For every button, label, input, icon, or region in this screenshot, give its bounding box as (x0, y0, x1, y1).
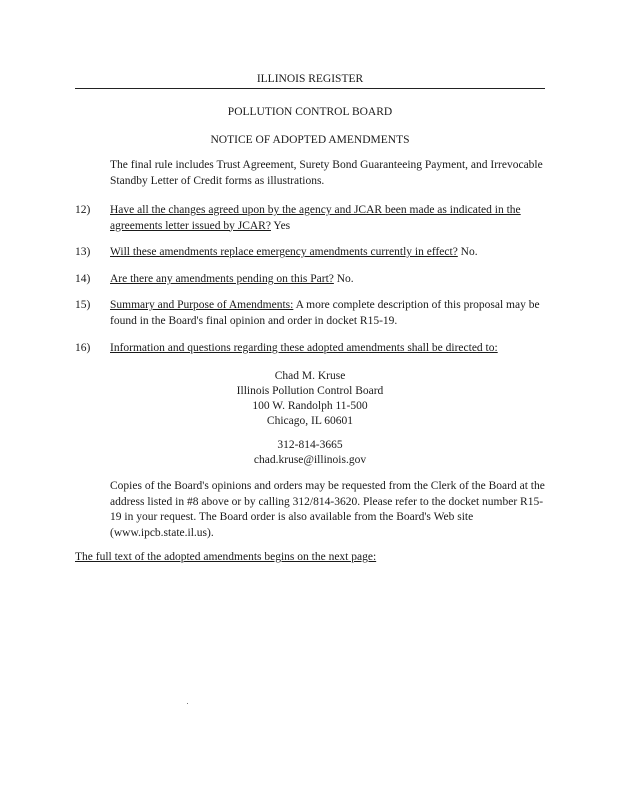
item-13 (110, 245, 545, 261)
item-16-number: 16) (75, 342, 91, 354)
stray-mark (187, 703, 188, 704)
item-14-question: Are there any amendments pending on this Part? (110, 273, 334, 285)
item-15 (110, 298, 545, 329)
item-14-answer: No. (333, 273, 354, 285)
item-15-answer: A more complete description of this proposal may be found in the Board's final opinion and order in docket R15-19. (110, 299, 540, 327)
item-15-number: 15) (75, 299, 91, 311)
copies-paragraph: Copies of the Board's opinions and orders may be requested from the Clerk of the Board at the address listed in #8 above or by calling 312/814-3620. Please refer to the docket number R15-19 in your request. The Board order is also available from the Board's Web site (www.ipcb.state.il.us). (110, 480, 545, 539)
item-13-answer: No. (457, 246, 478, 258)
intro-paragraph: The final rule includes Trust Agreement, Surety Bond Guaranteeing Payment, and Irrevocable Standby Letter of Credit forms as illustrations. (110, 159, 543, 187)
item-13-question: Will these amendments replace emergency amendments currently in effect? (110, 246, 458, 258)
item-12-number: 12) (75, 204, 91, 216)
contact-email: chad.kruse@illinois.gov (253, 454, 367, 466)
item-14-number: 14) (75, 273, 91, 285)
header-rule (75, 88, 545, 89)
contact-org: Illinois Pollution Control Board (236, 385, 384, 397)
item-14 (110, 272, 545, 288)
item-16 (110, 341, 545, 357)
item-16-question: Information and questions regarding these adopted amendments shall be directed to: (110, 342, 498, 354)
notice-title: NOTICE OF ADOPTED AMENDMENTS (210, 134, 410, 146)
item-12 (110, 203, 545, 234)
item-13-number: 13) (75, 246, 91, 258)
footer-note: The full text of the adopted amendments begins on the next page: (75, 551, 377, 563)
register-header: ILLINOIS REGISTER (256, 73, 364, 85)
contact-phone: 312-814-3665 (277, 439, 343, 451)
contact-name: Chad M. Kruse (274, 370, 346, 382)
item-15-question: Summary and Purpose of Amendments: (110, 299, 294, 311)
contact-city: Chicago, IL 60601 (266, 415, 354, 427)
item-12-question: Have all the changes agreed upon by the agency and JCAR been made as indicated in the agreements letter issued by JCAR? (110, 204, 521, 232)
item-12-answer: Yes (270, 219, 291, 232)
contact-street: 100 W. Randolph 11-500 (252, 400, 368, 412)
board-title: POLLUTION CONTROL BOARD (227, 106, 393, 118)
